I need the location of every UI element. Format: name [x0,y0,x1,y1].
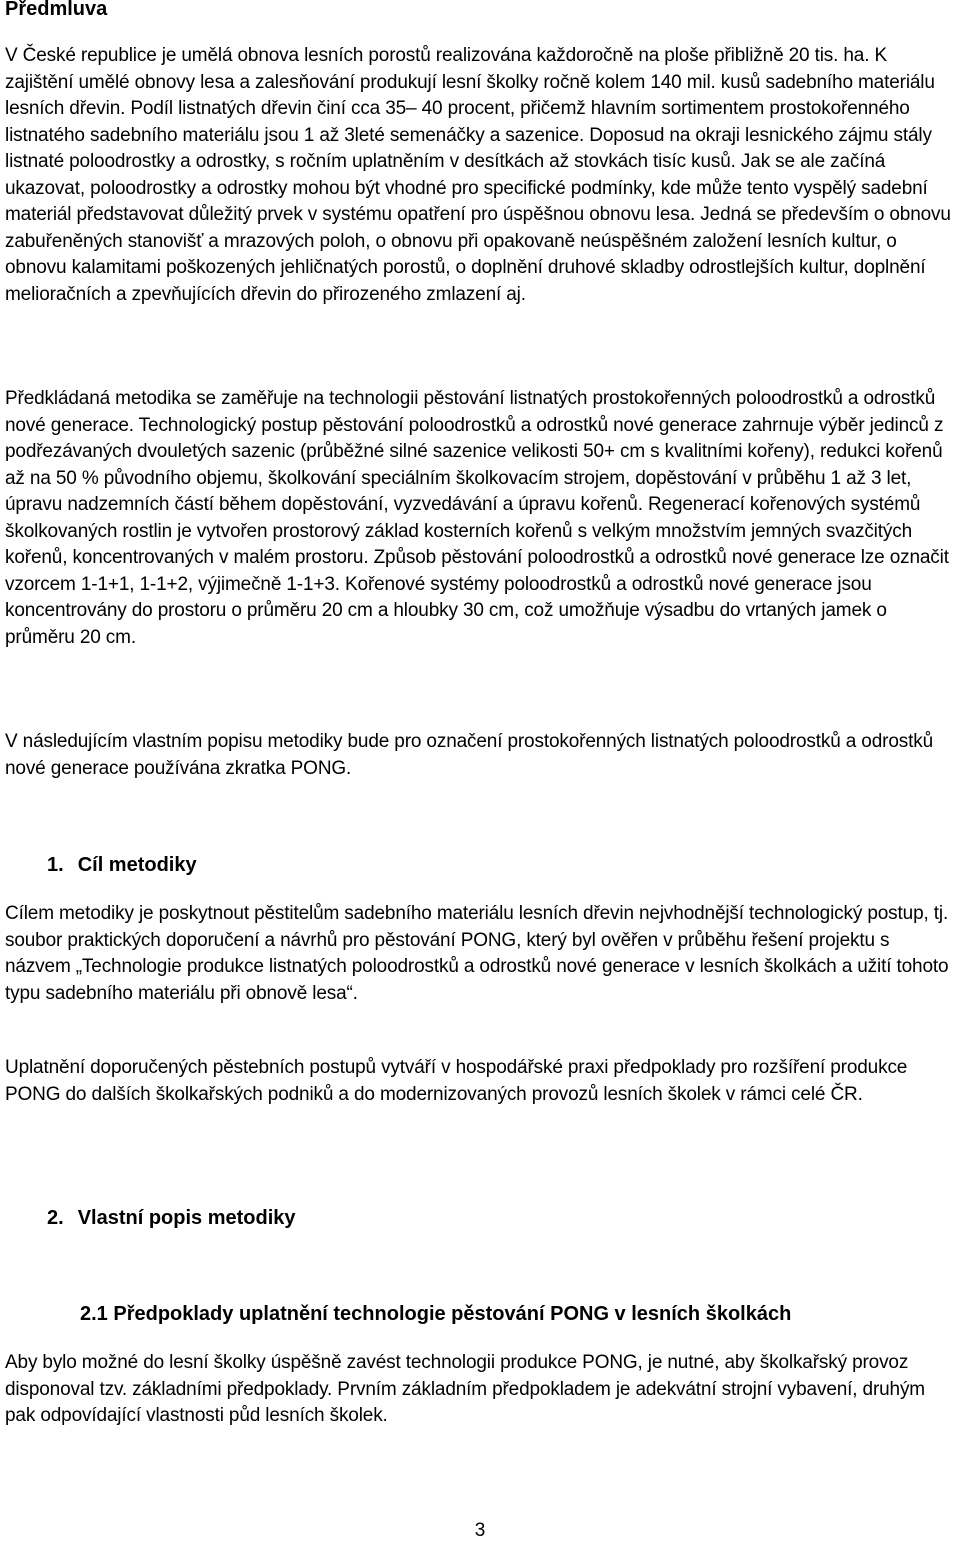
preface-paragraph-2: Předkládaná metodika se zaměřuje na technologii pěstování listnatých prostokořenných poloodrostků a odrostků nové generace. Technologický postup pěstování poloodrostků a odrostků nové generace zahrnuje výběr jedinců z podřezávaných dvouletých sazenic (průběžné silné sazenice velikosti 50+ cm s kvalitními kořeny), redukci kořenů až na 50 % původního objemu, školkování speciálním školkovacím strojem, dopěstování v průběhu 1 až 3 let, úpravu nadzemních částí během dopěstování, vyzvedávání a úpravu kořenů. Regenerací kořenových systémů školkovaných rostlin je vytvořen prostorový základ kosterních kořenů s velkým množstvím jemných svazčitých kořenů, koncentrovaných v malém prostoru. Způsob pěstování poloodrostků a odrostků nové generace lze označit vzorcem 1-1+1, 1-1+2, výjimečně 1-1+3. Kořenové systémy poloodrostků a odrostků nové generace jsou koncentrovány do prostoru o průměru 20 cm a hloubky 30 cm, což umožňuje výsadbu do vrtaných jamek o průměru 20 cm. [5,388,949,648]
section-1-paragraph-1: Cílem metodiky je poskytnout pěstitelům sadebního materiálu lesních dřevin nejvhodnější technologický postup, tj. soubor praktických doporučení a návrhů pro pěstování PONG, který byl ověřen v průběhu řešení projektu s názvem „Technologie produkce listnatých poloodrostků a odrostků nové generace v lesních školkách a užití tohoto typu sadebního materiálu při obnově lesa“. [5,903,949,1004]
section-1-paragraph-2: Uplatnění doporučených pěstebních postupů vytváří v hospodářské praxi předpoklady pro rozšíření produkce PONG do dalších školkařských podniků a do modernizovaných provozů lesních školek v rámci celé ČR. [5,1057,908,1105]
preface-paragraph-1-block [5,43,957,308]
subsection-2-1-paragraph: Aby bylo možné do lesní školky úspěšně zavést technologii produkce PONG, je nutné, aby školkařský provoz disponoval tzv. základními předpoklady. Prvním základním předpokladem je adekvátní strojní vybavení, druhým pak odpovídající vlastnosti půd lesních školek. [5,1352,925,1426]
section-1-heading [47,852,197,878]
section-1-title: Cíl metodiky [77,854,197,876]
preface-paragraph-3: V následujícím vlastním popisu metodiky bude pro označení prostokořenných listnatých poloodrostků a odrostků nové generace používána zkratka PONG. [5,731,933,779]
section-2-number: 2. [47,1207,64,1229]
section-2-heading [47,1205,296,1231]
section-2-title: Vlastní popis metodiky [77,1207,296,1229]
preface-paragraph-3-block [5,729,957,782]
section-1-paragraph-2-block [5,1055,957,1108]
subsection-2-1-paragraph-block [5,1350,957,1430]
section-1-number: 1. [47,854,64,876]
subsection-2-1-heading: 2.1 Předpoklady uplatnění technologie pěstování PONG v lesních školkách [80,1303,792,1325]
preface-paragraph-1: V České republice je umělá obnova lesních porostů realizována každoročně na ploše přibližně 20 tis. ha. K zajištění umělé obnovy lesa a zalesňování produkují lesní školky ročně kolem 140 mil. kusů sadebního materiálu lesních dřevin. Podíl listnatých dřevin činí cca 35– 40 procent, přičemž hlavním sortimentem prostokořenného listnatého sadebního materiálu jsou 1 až 3leté semenáčky a sazenice. Doposud na okraji lesnického zájmu stály listnaté poloodrostky a odrostky, s ročním uplatněním v desítkách až stovkách tisíc kusů. Jak se ale začíná ukazovat, poloodrostky a odrostky mohou být vhodné pro specifické podmínky, kde může tento vyspělý sadební materiál představovat důležitý prvek v systému opatření pro úspěšnou obnovu lesa. Jedná se především o obnovu zabuřeněných stanovišť a mrazových poloh, o obnovu při opakovaně neúspěšném založení lesních kultur, o obnovu kalamitami poškozených jehličnatých porostů, o doplnění druhové skladby odrostlejších kultur, doplnění melioračních a zpevňujících dřevin do přirozeného zmlazení aj. [5,45,951,305]
preface-paragraph-2-block [5,386,957,651]
preface-heading: Předmluva [5,0,108,20]
page-number: 3 [474,1520,486,1541]
section-1-paragraph-1-block [5,901,957,1007]
